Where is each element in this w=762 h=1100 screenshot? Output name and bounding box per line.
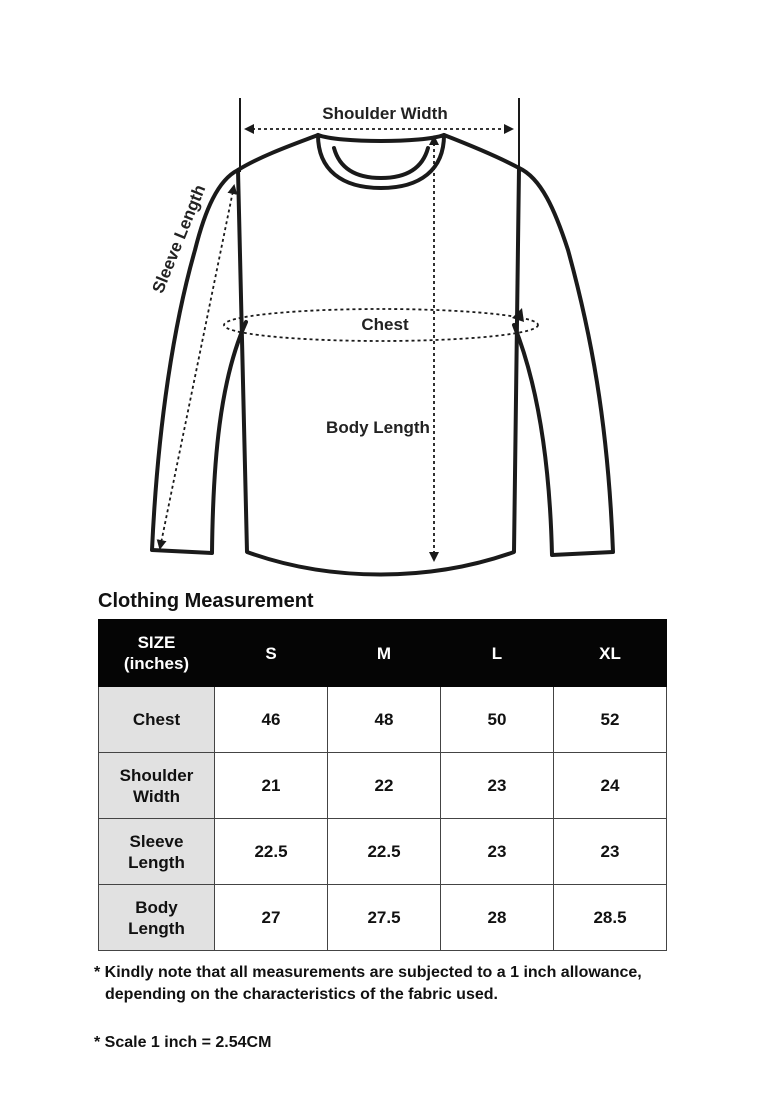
table-cell: 23 bbox=[441, 819, 554, 885]
row-label-text: Sleeve bbox=[129, 831, 184, 851]
shirt-outline bbox=[152, 135, 613, 575]
table-cell: 27 bbox=[215, 885, 328, 951]
chest-label: Chest bbox=[361, 315, 409, 334]
table-cell: 28 bbox=[441, 885, 554, 951]
row-label-text: Length bbox=[128, 852, 185, 872]
table-cell: 21 bbox=[215, 753, 328, 819]
table-cell: 23 bbox=[441, 753, 554, 819]
row-label-text: Shoulder bbox=[119, 765, 194, 785]
row-label-body-length bbox=[99, 885, 215, 951]
table-row-body-length bbox=[99, 885, 667, 951]
table-cell: 22.5 bbox=[328, 819, 441, 885]
row-label-text: Body bbox=[135, 897, 178, 917]
table-cell: 24 bbox=[554, 753, 667, 819]
size-chart-table bbox=[98, 619, 667, 951]
header-size-l: L bbox=[441, 620, 554, 687]
row-label-text: Chest bbox=[132, 710, 181, 729]
table-row-sleeve-length bbox=[99, 819, 667, 885]
shoulder-width-label: Shoulder Width bbox=[322, 104, 448, 123]
row-label-text: Length bbox=[128, 918, 185, 938]
table-row-shoulder-width bbox=[99, 753, 667, 819]
table-cell: 28.5 bbox=[554, 885, 667, 951]
row-label-sleeve-length bbox=[99, 819, 215, 885]
header-size-cell bbox=[99, 620, 215, 687]
table-cell: 27.5 bbox=[328, 885, 441, 951]
body-length-label: Body Length bbox=[326, 418, 430, 437]
table-cell: 52 bbox=[554, 687, 667, 753]
scale-note: * Scale 1 inch = 2.54CM bbox=[94, 1034, 272, 1051]
header-unit-label: (inches) bbox=[123, 654, 190, 673]
table-cell: 50 bbox=[441, 687, 554, 753]
table-header-row bbox=[99, 620, 667, 687]
allowance-note-line1: * Kindly note that all measurements are subjected to a 1 inch allowance, bbox=[94, 964, 642, 981]
header-size-xl: XL bbox=[554, 620, 667, 687]
section-title: Clothing Measurement bbox=[98, 590, 314, 612]
table-cell: 22 bbox=[328, 753, 441, 819]
allowance-note bbox=[94, 962, 714, 1006]
row-label-chest bbox=[99, 687, 215, 753]
table-cell: 22.5 bbox=[215, 819, 328, 885]
header-size-label: SIZE bbox=[137, 633, 176, 652]
table-row-chest bbox=[99, 687, 667, 753]
allowance-note-line2: depending on the characteristics of the fabric used. bbox=[105, 986, 498, 1003]
table-cell: 48 bbox=[328, 687, 441, 753]
row-label-shoulder-width bbox=[99, 753, 215, 819]
table-cell: 46 bbox=[215, 687, 328, 753]
row-label-text: Width bbox=[132, 786, 181, 806]
header-size-s: S bbox=[215, 620, 328, 687]
header-size-m: M bbox=[328, 620, 441, 687]
sleeve-length-label: Sleeve Length bbox=[148, 181, 210, 296]
table-cell: 23 bbox=[554, 819, 667, 885]
